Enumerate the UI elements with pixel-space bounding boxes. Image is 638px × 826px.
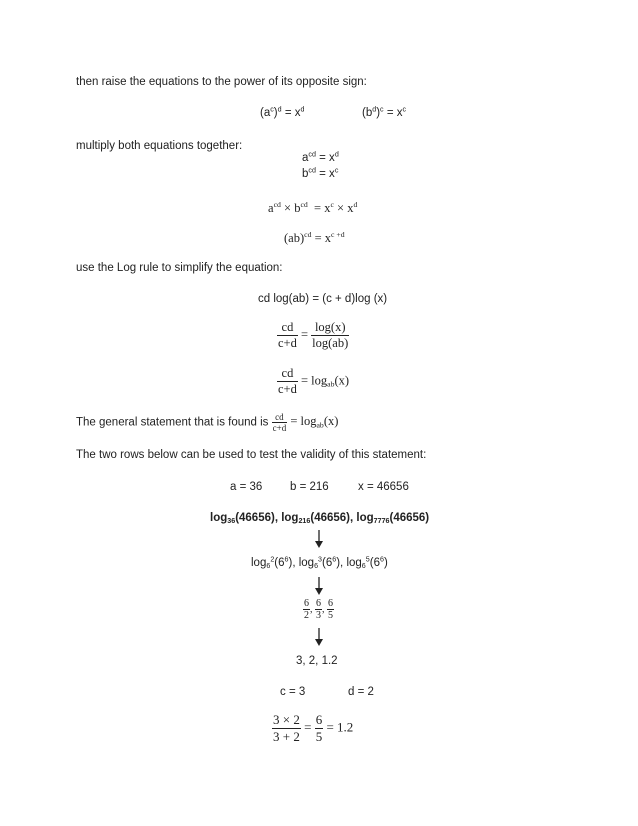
- decimal-row: 3, 2, 1.2: [296, 655, 338, 667]
- power-logs-row: $\log_6^2(6^6)$, $\log_6^3(6^6)$, $\log_6^5(6^6)$: [251, 555, 388, 571]
- value-d: d = 2: [348, 686, 374, 698]
- value-a: a = 36: [230, 481, 263, 493]
- value-b: b = 216: [290, 481, 329, 493]
- logs-row: $\log_{36}(46656)$, $\log_{216}(46656)$, $\log_{7776}(46656)$: [210, 512, 430, 526]
- equation-raise-a: $(a^c)^d = x^d$: [260, 105, 305, 119]
- multiply-text: multiply both equations together:: [76, 140, 243, 152]
- value-c: c = 3: [280, 686, 306, 698]
- general-statement: The general statement that is found is $\frac{cd}{c+d}$ = $\log_{ab}(x)$: [76, 412, 339, 433]
- down-arrow-icon: [313, 530, 325, 548]
- equation-product: $a^{cd} \times b^{cd} = x^c \times x^d$: [268, 200, 358, 215]
- down-arrow-icon: [313, 577, 325, 595]
- final-equation: $\frac{3 \times 2}{3 + 2}$ = $\frac{6}{5}$ = 1.2: [273, 712, 354, 744]
- fractions-row: $\frac{6}{2}$ , $\frac{6}{3}$ , $\frac{6}{5}$: [304, 598, 333, 621]
- equation-raise-b: $(b^d)^c = x^c$: [362, 105, 407, 119]
- value-x: x = 46656: [358, 481, 409, 493]
- equation-bcd: $b^{cd} = x^c$: [302, 166, 339, 180]
- intro-text: then raise the equations to the power of its opposite sign:: [76, 76, 367, 88]
- equation-fraction-log-ratio: $\frac{cd}{c+d}$ = $\frac{\log(x)}{\log(ab)}$: [278, 320, 349, 350]
- down-arrow-icon: [313, 628, 325, 646]
- equation-cd-log: cd log(ab) = (c + d)log (x): [258, 293, 388, 305]
- log-rule-text: use the Log rule to simplify the equation:: [76, 262, 283, 274]
- equation-ab: $(ab)^{cd} = x^{c +d}$: [284, 230, 345, 245]
- test-text: The two rows below can be used to test the validity of this statement:: [76, 449, 427, 461]
- equation-fraction-log-base: $\frac{cd}{c+d}$ = $\log_{ab}(x)$: [278, 366, 350, 396]
- equation-acd: $a^{cd} = x^d$: [302, 150, 339, 164]
